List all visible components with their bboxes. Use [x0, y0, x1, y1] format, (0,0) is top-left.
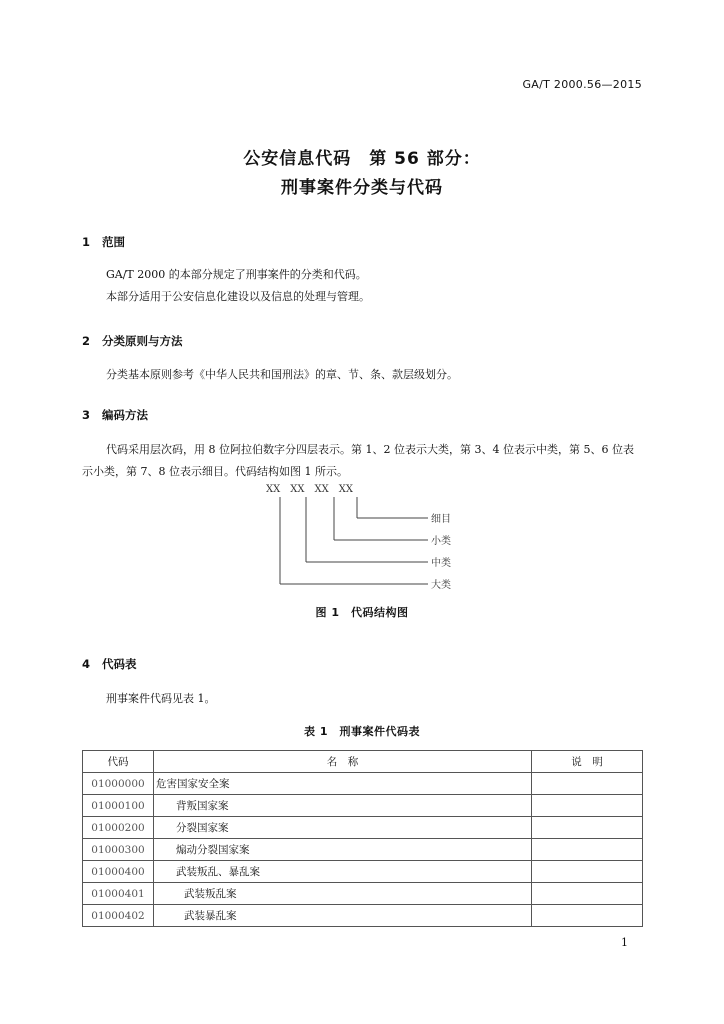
page-number: 1 — [621, 936, 628, 949]
section-1-heading — [82, 234, 125, 250]
name-cell: 背叛国家案 — [154, 795, 532, 817]
section-2-body — [82, 364, 642, 386]
name-cell: 武装暴乱案 — [154, 905, 532, 927]
section-3-body — [82, 439, 642, 483]
code-structure-diagram — [0, 480, 724, 590]
code-cell: 01000401 — [83, 883, 154, 905]
paragraph: 代码采用层次码，用 8 位阿拉伯数字分四层表示。第 1、2 位表示大类，第 3、4 位表示中类，第 5、6 位表示小类，第 7、8 位表示细目。代码结构如图 1 所示。 — [82, 443, 634, 478]
section-number: 1 — [82, 235, 91, 249]
name-cell: 危害国家安全案 — [154, 773, 532, 795]
code-cell: 01000400 — [83, 861, 154, 883]
section-number: 3 — [82, 408, 91, 422]
code-cell: 01000300 — [83, 839, 154, 861]
paragraph: 分类基本原则参考《中华人民共和国刑法》的章、节、条、款层级划分。 — [106, 368, 458, 381]
table-row — [83, 795, 643, 817]
section-number: 4 — [82, 657, 91, 671]
header-name: 名 称 — [154, 751, 532, 773]
name-cell: 分裂国家案 — [154, 817, 532, 839]
code-pattern: XX XX XX XX — [266, 484, 353, 495]
code-table — [82, 750, 643, 927]
paragraph: 本部分适用于公安信息化建设以及信息的处理与管理。 — [106, 290, 370, 303]
note-cell — [532, 839, 643, 861]
table-row — [83, 905, 643, 927]
table-row — [83, 883, 643, 905]
name-cell: 武装叛乱、暴乱案 — [154, 861, 532, 883]
title-line-1: 公安信息代码 第 56 部分： — [243, 149, 481, 169]
note-cell — [532, 795, 643, 817]
header-note: 说 明 — [532, 751, 643, 773]
section-4-heading — [82, 656, 137, 672]
section-2-heading — [82, 333, 183, 349]
section-title: 范围 — [102, 235, 125, 249]
section-1-body — [82, 264, 642, 308]
section-3-heading — [82, 407, 148, 423]
note-cell — [532, 817, 643, 839]
code-cell: 01000402 — [83, 905, 154, 927]
section-title: 代码表 — [102, 657, 137, 671]
code-cell: 01000100 — [83, 795, 154, 817]
note-cell — [532, 905, 643, 927]
table-row — [83, 817, 643, 839]
table-header-row — [83, 751, 643, 773]
header-code: 代码 — [83, 751, 154, 773]
note-cell — [532, 861, 643, 883]
section-4-body — [82, 688, 642, 710]
section-title: 分类原则与方法 — [102, 334, 183, 348]
figure-caption: 图 1 代码结构图 — [315, 606, 409, 619]
note-cell — [532, 773, 643, 795]
table-row — [83, 773, 643, 795]
label-xiaomu: 细目 — [431, 514, 451, 525]
name-cell: 武装叛乱案 — [154, 883, 532, 905]
table-row — [83, 839, 643, 861]
code-cell: 01000000 — [83, 773, 154, 795]
label-dalei: 大类 — [431, 580, 451, 590]
section-number: 2 — [82, 334, 91, 348]
paragraph: 刑事案件代码见表 1。 — [106, 692, 216, 705]
label-xiaolei: 小类 — [431, 536, 451, 547]
name-cell: 煽动分裂国家案 — [154, 839, 532, 861]
table-row — [83, 861, 643, 883]
table-caption: 表 1 刑事案件代码表 — [304, 725, 420, 738]
title-line-2: 刑事案件分类与代码 — [281, 178, 443, 198]
label-zhonglei: 中类 — [431, 558, 451, 569]
section-title: 编码方法 — [102, 408, 148, 422]
note-cell — [532, 883, 643, 905]
paragraph: GA/T 2000 的本部分规定了刑事案件的分类和代码。 — [106, 268, 367, 281]
document-number: GA/T 2000.56—2015 — [522, 78, 642, 91]
code-cell: 01000200 — [83, 817, 154, 839]
